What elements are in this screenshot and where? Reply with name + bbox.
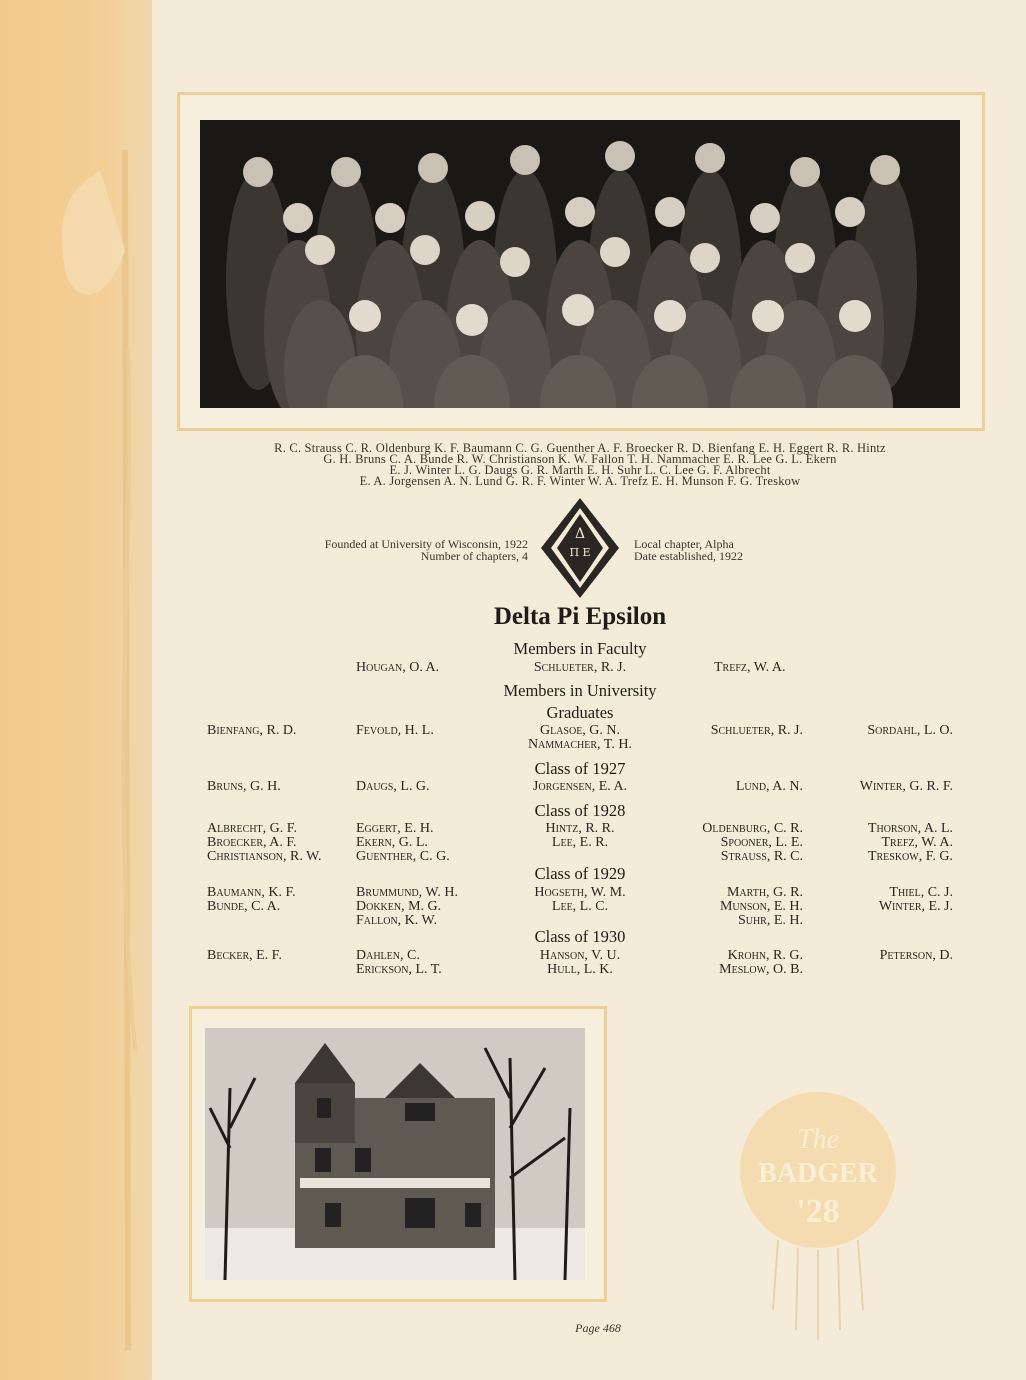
badger-yearbook-logo bbox=[738, 1090, 898, 1350]
member: Fallon, K. W. bbox=[356, 913, 437, 928]
member: Treskow, F. G. bbox=[867, 849, 953, 864]
faculty-col-1 bbox=[356, 661, 439, 675]
names-row-2: G. H. Bruns C. A. Bunde R. W. Christianson K. W. Fallon T. H. Nammacher E. R. Lee G. L. Ekern bbox=[323, 452, 837, 466]
member: Nammacher, T. H. bbox=[528, 737, 632, 752]
c1927-col-4 bbox=[736, 780, 803, 794]
group-photo-image bbox=[200, 120, 960, 408]
member: Becker, E. F. bbox=[207, 948, 282, 963]
feather-ornament-icon bbox=[40, 150, 150, 1350]
member: Lund, A. N. bbox=[735, 779, 803, 794]
member: Thiel, C. J. bbox=[889, 885, 953, 900]
c1929-col-3 bbox=[470, 886, 690, 914]
member: Albrecht, G. F. bbox=[207, 821, 297, 836]
section-class-1928: Class of 1928 bbox=[534, 801, 626, 820]
member: Hintz, R. R. bbox=[545, 821, 615, 836]
member: Bruns, G. H. bbox=[207, 779, 281, 794]
fraternity-emblem-icon bbox=[539, 496, 621, 600]
c1928-col-1 bbox=[207, 822, 322, 864]
c1927-col-2 bbox=[356, 780, 430, 794]
member: Peterson, D. bbox=[879, 948, 953, 963]
c1930-col-1 bbox=[207, 949, 282, 963]
graduates-col-2 bbox=[356, 724, 434, 738]
member: Sordahl, L. O. bbox=[867, 723, 953, 738]
c1930-col-4 bbox=[719, 949, 803, 977]
member: Eggert, E. H. bbox=[356, 821, 434, 836]
c1929-col-4 bbox=[720, 886, 803, 928]
c1929-col-2 bbox=[356, 886, 458, 928]
c1928-col-5 bbox=[868, 822, 953, 864]
member: Dahlen, C. bbox=[356, 948, 420, 963]
section-class-1927: Class of 1927 bbox=[534, 759, 626, 778]
badger-logo-line2: BADGER bbox=[758, 1158, 878, 1189]
badger-logo-line3: '28 bbox=[796, 1193, 840, 1230]
member: Strauss, R. C. bbox=[720, 849, 803, 864]
member: Schlueter, R. J. bbox=[710, 723, 803, 738]
founded-line: Founded at University of Wisconsin, 1922 bbox=[324, 537, 528, 551]
member: Ekern, G. L. bbox=[356, 835, 428, 850]
c1927-col-5 bbox=[860, 780, 953, 794]
house-photo-image bbox=[205, 1028, 585, 1280]
member: Marth, G. R. bbox=[726, 885, 803, 900]
graduates-col-4 bbox=[711, 724, 803, 738]
member: Daugs, L. G. bbox=[356, 779, 430, 794]
section-class-1929: Class of 1929 bbox=[534, 864, 626, 883]
group-photo bbox=[200, 120, 960, 408]
founded-info-left bbox=[325, 538, 528, 562]
c1927-col-1 bbox=[207, 780, 281, 794]
member: Brummund, W. H. bbox=[356, 885, 458, 900]
c1928-col-3 bbox=[470, 822, 690, 850]
section-faculty: Members in Faculty bbox=[513, 639, 647, 658]
member: Lee, L. C. bbox=[551, 899, 609, 914]
member: Lee, E. R. bbox=[551, 835, 609, 850]
member: Winter, E. J. bbox=[878, 899, 953, 914]
member: Hanson, V. U. bbox=[539, 948, 621, 963]
c1930-col-5 bbox=[880, 949, 953, 963]
c1928-col-2 bbox=[356, 822, 450, 864]
founded-info-right bbox=[634, 538, 743, 562]
member: Christianson, R. W. bbox=[207, 849, 322, 864]
member: Suhr, E. H. bbox=[737, 913, 803, 928]
member: Broecker, A. F. bbox=[207, 835, 297, 850]
c1927-col-3 bbox=[470, 780, 690, 794]
badger-logo-line1: The bbox=[797, 1124, 839, 1155]
member: Oldenburg, C. R. bbox=[702, 821, 803, 836]
c1929-col-1 bbox=[207, 886, 296, 914]
member: Munson, E. H. bbox=[719, 899, 803, 914]
member: Glasoe, G. N. bbox=[539, 723, 621, 738]
faculty-member: Trefz, W. A. bbox=[714, 660, 786, 675]
graduates-col-3 bbox=[470, 724, 690, 752]
member: Fevold, H. L. bbox=[356, 723, 434, 738]
page-number: Page 468 bbox=[575, 1321, 621, 1335]
c1928-col-4 bbox=[702, 822, 803, 864]
member: Krohn, R. G. bbox=[727, 948, 803, 963]
section-graduates: Graduates bbox=[546, 703, 614, 722]
names-row-3: E. J. Winter L. G. Daugs G. R. Marth E. H. Suhr L. C. Lee G. F. Albrecht bbox=[389, 463, 771, 477]
member: Bunde, C. A. bbox=[207, 899, 281, 914]
graduates-col-5 bbox=[867, 724, 953, 738]
member: Trefz, W. A. bbox=[881, 835, 953, 850]
member: Hull, L. K. bbox=[547, 962, 613, 977]
photo-names-caption bbox=[180, 443, 980, 487]
svg-text:Δ: Δ bbox=[574, 526, 586, 542]
chapters-line: Number of chapters, 4 bbox=[420, 549, 528, 563]
section-class-1930: Class of 1930 bbox=[534, 927, 626, 946]
names-row-4: E. A. Jorgensen A. N. Lund G. R. F. Winter W. A. Trefz E. H. Munson F. G. Treskow bbox=[359, 474, 801, 488]
member: Baumann, K. F. bbox=[207, 885, 296, 900]
faculty-member: Hougan, O. A. bbox=[356, 660, 440, 675]
faculty-col-2 bbox=[470, 661, 690, 675]
c1929-col-5 bbox=[879, 886, 953, 914]
page-title: Delta Pi Epsilon bbox=[493, 603, 667, 630]
local-chapter-line: Local chapter, Alpha bbox=[634, 537, 734, 551]
faculty-col-3 bbox=[714, 661, 786, 675]
names-row-1: R. C. Strauss C. R. Oldenburg K. F. Baumann C. G. Guenther A. F. Broecker R. D. Bienfang E. H. Eggert R. R. Hintz bbox=[274, 441, 886, 455]
member: Guenther, C. G. bbox=[356, 849, 450, 864]
house-photo bbox=[205, 1028, 585, 1280]
member: Jorgensen, E. A. bbox=[532, 779, 628, 794]
graduates-col-1 bbox=[207, 724, 296, 738]
svg-text:Π Ε: Π Ε bbox=[569, 546, 591, 559]
member: Spooner, L. E. bbox=[720, 835, 803, 850]
member: Meslow, O. B. bbox=[719, 962, 803, 977]
section-university: Members in University bbox=[503, 681, 657, 700]
date-established-line: Date established, 1922 bbox=[634, 549, 743, 563]
member: Hogseth, W. M. bbox=[534, 885, 626, 900]
faculty-member: Schlueter, R. J. bbox=[533, 660, 627, 675]
member: Bienfang, R. D. bbox=[207, 723, 297, 738]
c1930-col-3 bbox=[470, 949, 690, 977]
member: Winter, G. R. F. bbox=[859, 779, 953, 794]
c1930-col-2 bbox=[356, 949, 442, 977]
member: Thorson, A. L. bbox=[867, 821, 953, 836]
member: Dokken, M. G. bbox=[356, 899, 442, 914]
member: Erickson, L. T. bbox=[356, 962, 442, 977]
